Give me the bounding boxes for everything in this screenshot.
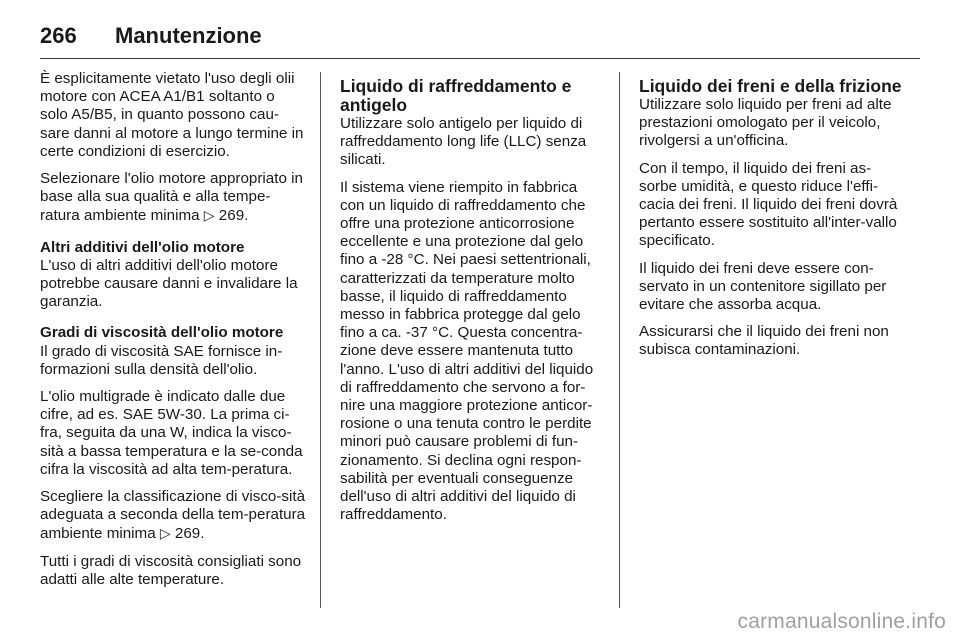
subheading-viscosita: Gradi di viscosità dell'olio motore (40, 324, 284, 342)
paragraph: Il liquido dei freni deve essere con-servato in un contenitore sigillato per evitare che assorba acqua. (639, 259, 887, 314)
paragraph: Selezionare l'olio motore appropriato in base alla sua qualità e alla tempe-ratura ambiente minima ▷ 269. (40, 170, 303, 225)
page-reference[interactable]: 269. (174, 525, 205, 543)
paragraph: Utilizzare solo liquido per freni ad alte prestazioni omologato per il veicolo, rivolgersi a un'officina. (639, 96, 892, 150)
paragraph: Assicurarsi che il liquido dei freni non subisca contaminazioni. (639, 323, 889, 359)
paragraph: L'uso di altri additivi dell'olio motore potrebbe causare danni e invalidare la garanzia. (40, 256, 298, 311)
paragraph: Tutti i gradi di viscosità consigliati sono adatti alle alte temperature. (40, 552, 302, 588)
column-3 (639, 70, 903, 369)
column-2 (340, 70, 604, 533)
column-divider-2 (619, 72, 620, 608)
arrow-reference-icon: ▷ (159, 525, 171, 542)
watermark: carmanualsonline.info (737, 610, 946, 633)
section-heading-freni: Liquido dei freni e della frizione (639, 76, 902, 96)
paragraph: Il sistema viene riempito in fabbrica con un liquido di raffreddamento che offre una protezione anticorrosione eccellente e una protezione dal gelo fino a -28 °C. Nei paesi settentrionali, caratterizzati da temperature molto basse, il liquido di raffreddamento messo in fabbrica protegge dal gelo fino a ca. -37 °C. Questa concentra-zione deve essere mantenuta tutto l'anno. L'uso di altri additivi del liquido di raffreddamento che servono a for-nire una maggiore protezione anticor-rosione o una tenuta contro le perdite minori può causare problemi di fun-zionamento. Si declina ogni respon-sabilità per eventuali conseguenze dell'uso di altri additivi del liquido di raffreddamento. (340, 178, 594, 524)
paragraph: È esplicitamente vietato l'uso degli olii motore con ACEA A1/B1 soltanto o solo A5/B5, in quanto possono cau-sare danni al motore a lungo termine in certe condizioni di esercizio. (40, 70, 304, 160)
paragraph: L'olio multigrade è indicato dalle due cifre, ad es. SAE 5W-30. La prima ci-fra, seguita da una W, indica la visco-sità a bassa temperatura e la se-conda cifra la viscosità ad alta tem-peratura. (40, 388, 303, 478)
paragraph: Con il tempo, il liquido dei freni as-sorbe umidità, e questo riduce l'effi-cacia dei freni. Il liquido dei freni dovrà pertanto essere sostituito all'inter-vallo specificato. (639, 159, 898, 250)
subheading-additivi: Altri additivi dell'olio motore (40, 238, 245, 256)
column-1 (40, 70, 306, 598)
paragraph: Il grado di viscosità SAE fornisce in-formazioni sulla densità dell'olio. (40, 342, 283, 378)
page-title: Manutenzione (115, 23, 262, 48)
header-rule (40, 58, 920, 59)
paragraph: Utilizzare solo antigelo per liquido di raffreddamento long life (LLC) senza silicati. (340, 115, 587, 169)
paragraph: Scegliere la classificazione di visco-sità adeguata a seconda della tem-peratura ambiente minima ▷ 269. (40, 488, 306, 543)
section-heading-raffreddamento: Liquido di raffreddamento e antigelo (340, 76, 572, 115)
arrow-reference-icon: ▷ (203, 207, 215, 224)
page-number: 266 (40, 23, 77, 48)
page-reference[interactable]: 269. (218, 207, 249, 225)
page-header (40, 14, 920, 58)
column-divider-1 (320, 72, 321, 608)
